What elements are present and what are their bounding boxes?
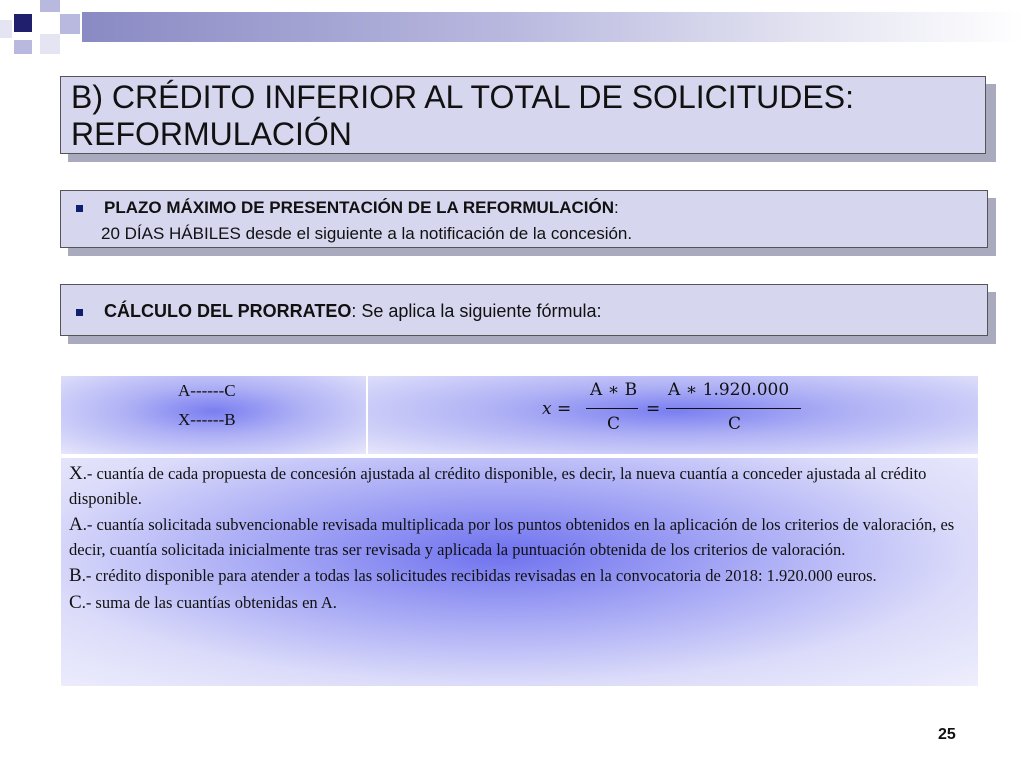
definition-letter: B	[69, 565, 82, 586]
slide-title: B) CRÉDITO INFERIOR AL TOTAL DE SOLICITUDES: REFORMULACIÓN	[71, 79, 854, 152]
proportion-cell	[61, 376, 366, 454]
deadline-detail: 20 DÍAS HÁBILES desde el siguiente a la notificación de la concesión.	[101, 224, 633, 243]
formula-numerator-1: A ∗ B	[590, 380, 638, 400]
header-gradient-bar	[82, 12, 1024, 42]
definition-c	[69, 591, 969, 616]
definition-letter: A	[69, 514, 83, 535]
formula-equals: =	[646, 399, 661, 419]
decorative-square	[60, 14, 80, 34]
formula-numerator-2: A ∗ 1.920.000	[668, 380, 790, 400]
definition-b	[69, 564, 969, 589]
formula-denominator-2: C	[728, 414, 742, 434]
calculation-heading-bold: CÁLCULO DEL PRORRATEO	[104, 301, 352, 321]
calculation-heading-rest: : Se aplica la siguiente fórmula:	[351, 301, 602, 321]
deadline-heading	[104, 198, 619, 218]
formula-denominator-1: C	[607, 414, 621, 434]
bullet-icon	[76, 205, 83, 212]
proportion-row-2: X------B	[178, 410, 236, 429]
definition-a	[69, 513, 969, 562]
bullet-icon	[76, 309, 83, 316]
definitions-panel	[61, 458, 978, 686]
title-box	[60, 76, 986, 154]
formula-table	[61, 376, 978, 454]
definition-x	[69, 462, 969, 511]
deadline-box	[60, 190, 988, 248]
definition-body: .- crédito disponible para atender a todas las solicitudes recibidas revisadas en la convocatoria de 2018: 1.920.000 euros.	[81, 566, 877, 585]
definition-body: .- cuantía de cada propuesta de concesión ajustada al crédito disponible, es decir, la nueva cuantía a conceder ajustada al crédito disponible.	[69, 464, 927, 508]
decorative-square	[40, 34, 60, 54]
deadline-heading-bold: PLAZO MÁXIMO DE PRESENTACIÓN DE LA REFORMULACIÓN	[104, 198, 614, 217]
calculation-heading	[104, 301, 601, 322]
decorative-square	[14, 14, 32, 32]
fraction-bar	[666, 408, 801, 409]
definitions-text	[69, 462, 969, 617]
decorative-square	[40, 0, 60, 12]
definition-body: .- suma de las cuantías obtenidas en A.	[81, 592, 337, 612]
page-number: 25	[938, 726, 956, 743]
formula-x: 𝑥 =	[542, 399, 572, 419]
formula-cell	[368, 376, 978, 454]
fraction-bar	[586, 408, 638, 409]
proportion-row-1: A------C	[178, 381, 236, 400]
definition-body: .- cuantía solicitada subvencionable revisada multiplicada por los puntos obtenidos en la aplicación de los criterios de valoración, es decir, cuantía solicitada inicialmente tras ser revisada y aplicada la puntuación obtenida de los criterios de valoración.	[69, 515, 955, 559]
calculation-box	[60, 284, 988, 336]
deadline-heading-colon: :	[614, 198, 619, 217]
decorative-square	[0, 20, 12, 38]
definition-letter: C	[69, 591, 82, 613]
decorative-square	[14, 40, 32, 54]
definition-letter: X	[69, 463, 83, 484]
